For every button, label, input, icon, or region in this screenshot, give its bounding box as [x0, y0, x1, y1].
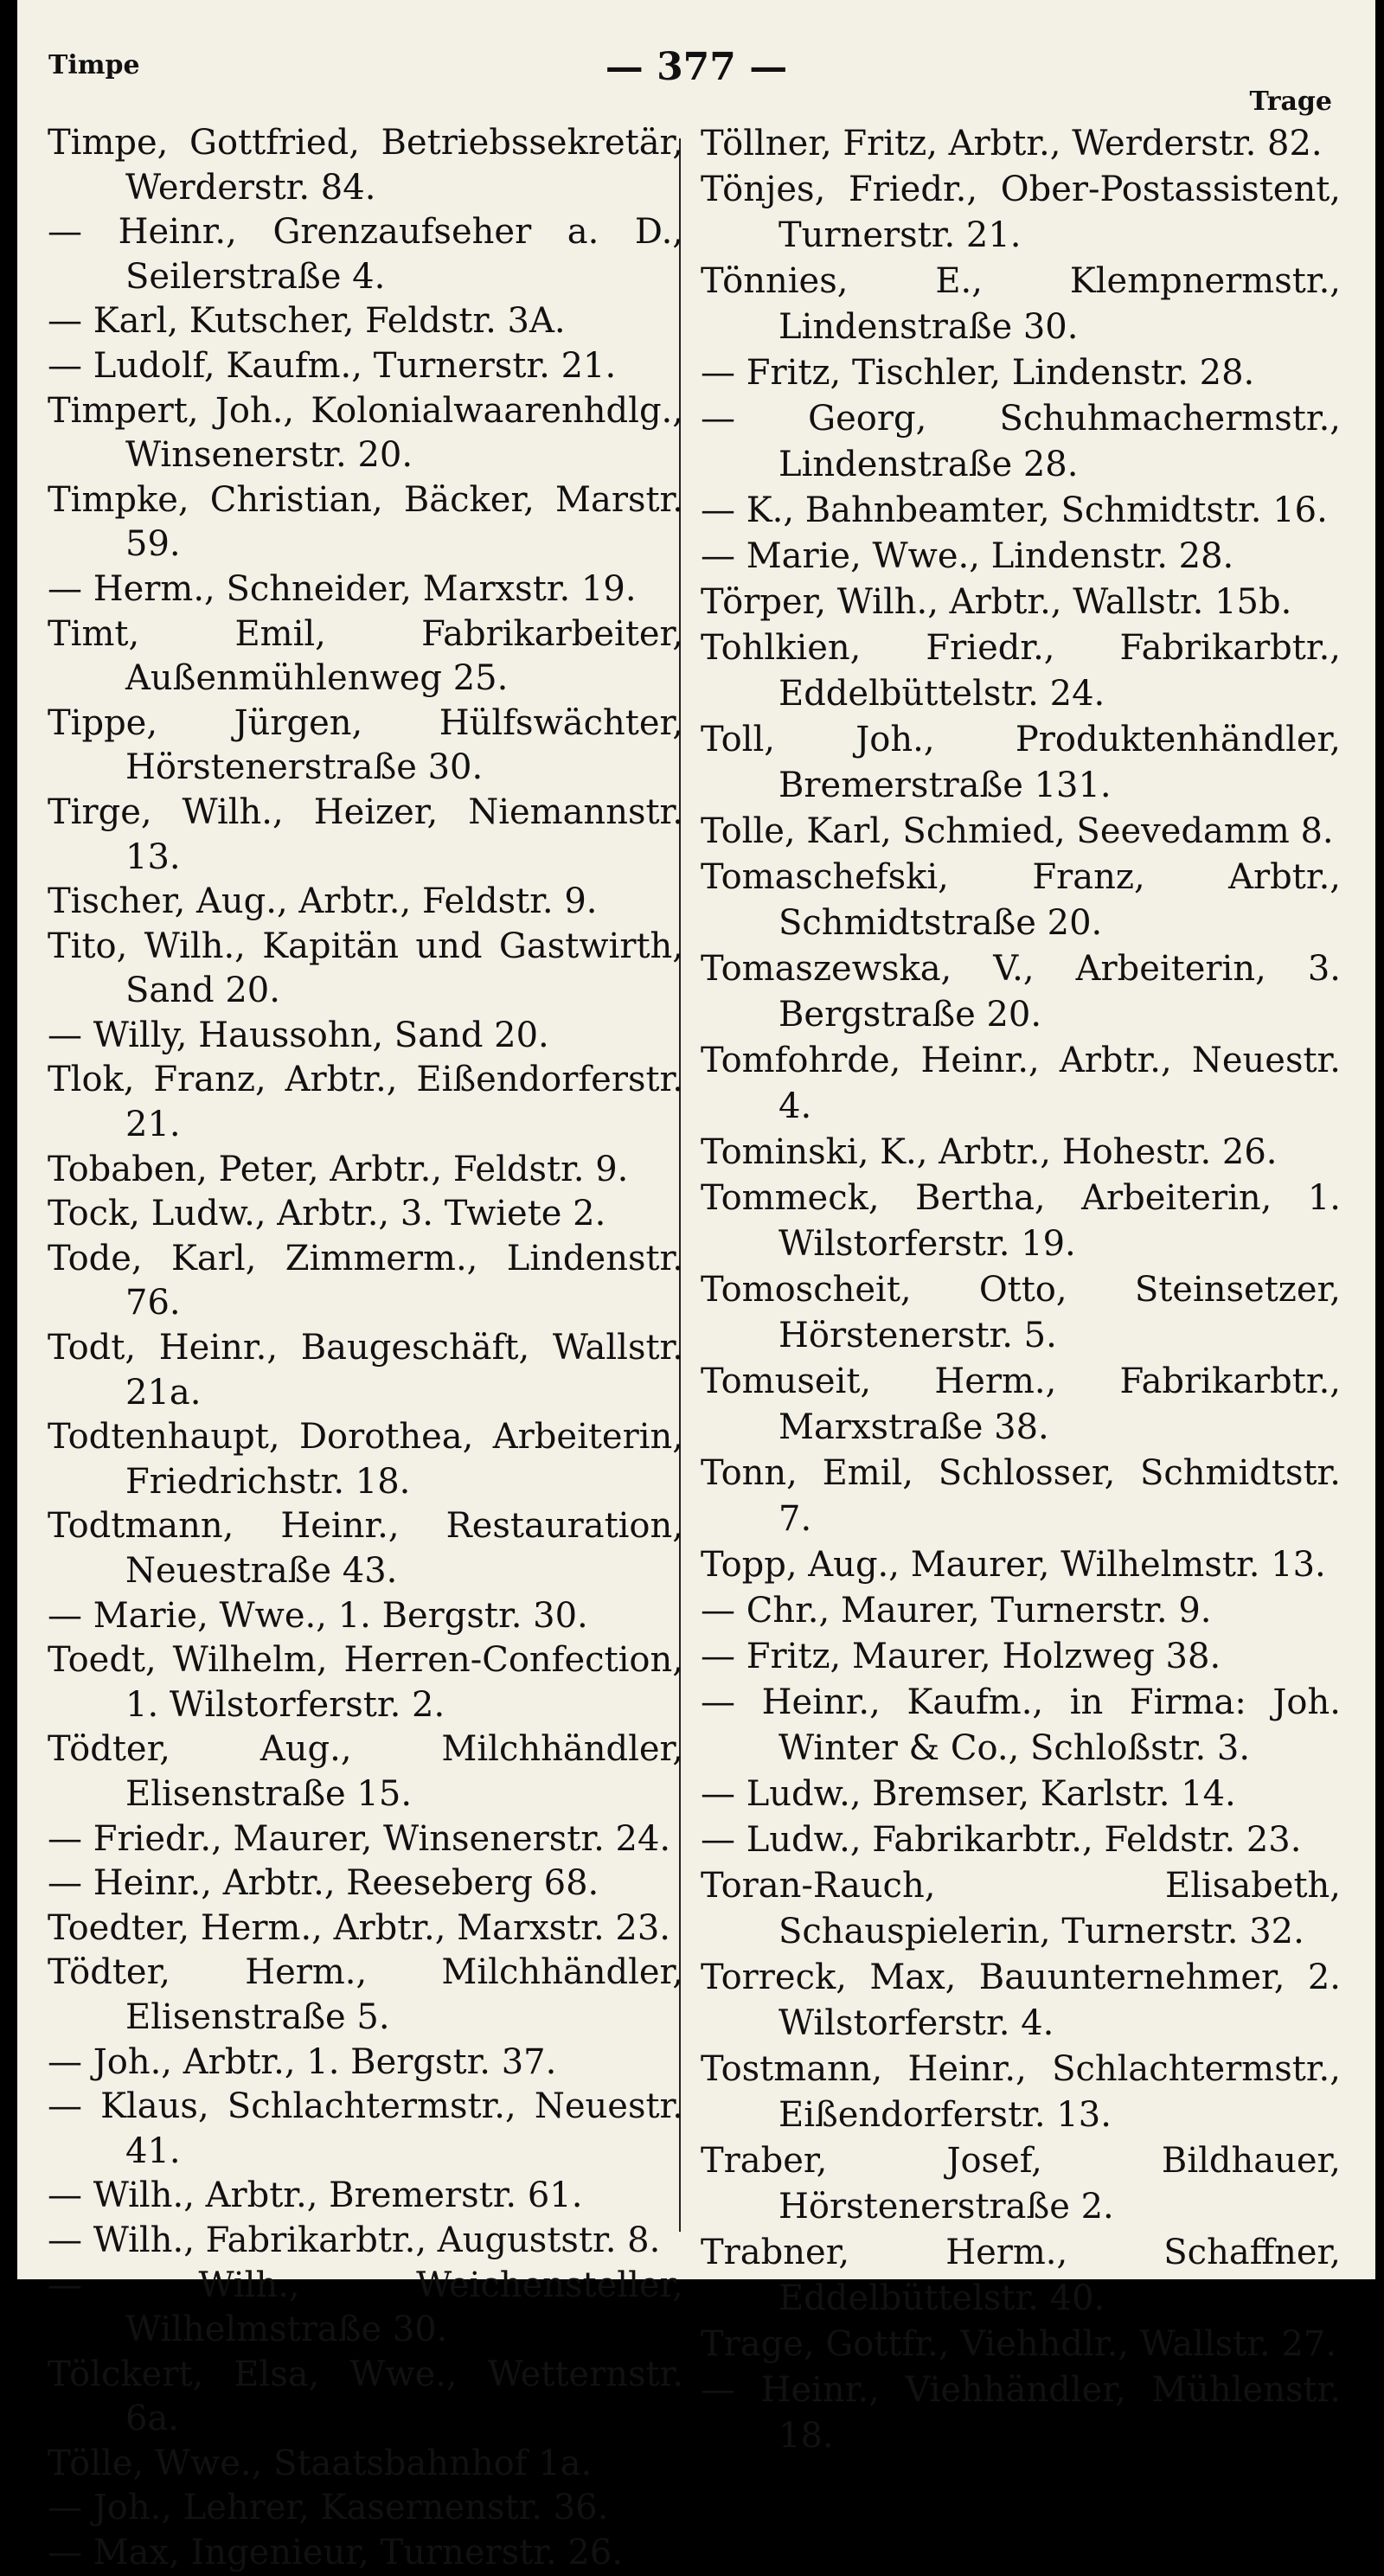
directory-entry: Trabner, Herm., Schaffner, Eddelbüttelstr. 40.	[701, 2233, 1341, 2318]
directory-entry: Todt, Heinr., Baugeschäft, Wallstr. 21a.	[48, 1328, 683, 1413]
directory-entry: — Joh., Arbtr., 1. Bergstr. 37.	[48, 2041, 557, 2082]
directory-entry: Timpert, Joh., Kolonialwaarenhdlg., Winsenerstr. 20.	[48, 390, 683, 476]
directory-entry: — Georg, Schuhmachermstr., Lindenstraße 28.	[701, 399, 1341, 484]
directory-entry: — Wilh., Arbtr., Bremerstr. 61.	[48, 2176, 583, 2216]
page-header	[17, 45, 1375, 117]
right-column	[701, 121, 1341, 2459]
directory-entry: Tischer, Aug., Arbtr., Feldstr. 9.	[48, 881, 598, 922]
directory-entry: Toran-Rauch, Elisabeth, Schauspielerin, Turnerstr. 32.	[701, 1866, 1341, 1951]
directory-entry: Todtenhaupt, Dorothea, Arbeiterin, Friedrichstr. 18.	[48, 1417, 683, 1502]
directory-entry: — Ludw., Fabrikarbtr., Feldstr. 23.	[701, 1820, 1302, 1860]
directory-entry: — Heinr., Viehhändler, Mühlenstr. 18.	[701, 2370, 1341, 2456]
directory-entry: Tirge, Wilh., Heizer, Niemannstr. 13.	[48, 791, 683, 877]
directory-entry: Tölckert, Elsa, Wwe., Wetternstr. 6a.	[48, 2354, 683, 2439]
directory-entry: Tominski, K., Arbtr., Hohestr. 26.	[701, 1132, 1278, 1172]
directory-entry: Toedter, Herm., Arbtr., Marxstr. 23.	[48, 1907, 670, 1948]
directory-page	[17, 0, 1375, 2573]
directory-entry: Tomuseit, Herm., Fabrikarbtr., Marxstraße 38.	[701, 1362, 1341, 1447]
directory-entry: Tolle, Karl, Schmied, Seevedamm 8.	[701, 811, 1334, 851]
directory-entry: — Heinr., Arbtr., Reeseberg 68.	[48, 1863, 599, 1904]
directory-entry: — Ludolf, Kaufm., Turnerstr. 21.	[48, 345, 617, 386]
directory-entry: — Karl, Kutscher, Feldstr. 3A.	[48, 301, 566, 342]
directory-entry: Töllner, Fritz, Arbtr., Werderstr. 82.	[701, 124, 1323, 163]
header-left-keyword: Timpe	[48, 50, 140, 80]
directory-entry: — K., Bahnbeamter, Schmidtstr. 16.	[701, 490, 1328, 530]
directory-entry: — Wilh., Weichensteller, Wilhelmstraße 30.	[48, 2265, 683, 2350]
directory-entry: Tölle, Wwe., Staatsbahnhof 1a.	[48, 2443, 593, 2483]
directory-entry: — Chr., Maurer, Turnerstr. 9.	[701, 1591, 1212, 1631]
directory-entry: — Heinr., Grenzaufseher a. D., Seilerstraße 4.	[48, 212, 683, 297]
directory-entry: Tomaszewska, V., Arbeiterin, 3. Bergstraße 20.	[701, 949, 1341, 1035]
directory-entry: Topp, Aug., Maurer, Wilhelmstr. 13.	[701, 1545, 1326, 1585]
directory-entry: Trage, Gottfr., Viehhdlr., Wallstr. 27.	[701, 2324, 1337, 2364]
directory-entry: — Wilh., Fabrikarbtr., Auguststr. 8.	[48, 2220, 661, 2260]
directory-entry: Toedt, Wilhelm, Herren-Confection, 1. Wilstorferstr. 2.	[48, 1640, 683, 1725]
directory-entry: Timpke, Christian, Bäcker, Marstr. 59.	[48, 479, 683, 565]
left-column	[48, 121, 683, 2576]
directory-entry: Tock, Ludw., Arbtr., 3. Twiete 2.	[48, 1194, 606, 1234]
directory-entry: Todtmann, Heinr., Restauration, Neuestraße 43.	[48, 1506, 683, 1591]
directory-entry: — Joh., Lehrer, Kasernenstr. 36.	[48, 2488, 609, 2528]
directory-entry: Traber, Josef, Bildhauer, Hörstenerstraße 2.	[701, 2141, 1341, 2227]
header-right-keyword: Trage	[1249, 87, 1332, 117]
directory-entry: — Heinr., Kaufm., in Firma: Joh. Winter & Co., Schloßstr. 3.	[701, 1682, 1341, 1768]
directory-entry: Tode, Karl, Zimmerm., Lindenstr. 76.	[48, 1238, 683, 1323]
directory-entry: — Ludw., Bremser, Karlstr. 14.	[701, 1774, 1236, 1814]
directory-entry: — Max, Ingenieur, Turnerstr. 26.	[48, 2533, 623, 2573]
page-number: — 377 —	[605, 45, 788, 89]
directory-entry: Timpe, Gottfried, Betriebssekretär, Werderstr. 84.	[48, 123, 683, 208]
directory-entry: Tomoscheit, Otto, Steinsetzer, Hörstenerstr. 5.	[701, 1270, 1341, 1355]
directory-entry: Tödter, Herm., Milchhändler, Elisenstraße 5.	[48, 1952, 683, 2037]
directory-entry: Tonn, Emil, Schlosser, Schmidtstr. 7.	[701, 1453, 1341, 1539]
directory-entry: Tödter, Aug., Milchhändler, Elisenstraße 15.	[48, 1729, 683, 1814]
directory-entry: — Klaus, Schlachtermstr., Neuestr. 41.	[48, 2086, 683, 2171]
directory-entry: Tönnies, E., Klempnermstr., Lindenstraße 30.	[701, 261, 1341, 347]
directory-entry: — Fritz, Maurer, Holzweg 38.	[701, 1637, 1221, 1676]
directory-entry: Tomaschefski, Franz, Arbtr., Schmidtstraße 20.	[701, 857, 1341, 943]
directory-entry: Tippe, Jürgen, Hülfswächter, Hörstenerstraße 30.	[48, 702, 683, 788]
directory-entry: Toll, Joh., Produktenhändler, Bremerstraße 131.	[701, 720, 1341, 805]
directory-entry: Törper, Wilh., Arbtr., Wallstr. 15b.	[701, 582, 1292, 622]
directory-entry: Tommeck, Bertha, Arbeiterin, 1. Wilstorferstr. 19.	[701, 1178, 1341, 1264]
directory-entry: — Fritz, Tischler, Lindenstr. 28.	[701, 353, 1255, 393]
directory-entry: Tito, Wilh., Kapitän und Gastwirth, Sand 20.	[48, 926, 683, 1011]
directory-entry: Tohlkien, Friedr., Fabrikarbtr., Eddelbüttelstr. 24.	[701, 628, 1341, 714]
directory-entry: Tobaben, Peter, Arbtr., Feldstr. 9.	[48, 1149, 629, 1189]
directory-entry: Torreck, Max, Bauunternehmer, 2. Wilstorferstr. 4.	[701, 1958, 1341, 2043]
directory-entry: Tönjes, Friedr., Ober-Postassistent, Turnerstr. 21.	[701, 170, 1341, 255]
directory-entry: — Marie, Wwe., Lindenstr. 28.	[701, 536, 1234, 576]
directory-entry: Tostmann, Heinr., Schlachtermstr., Eißendorferstr. 13.	[701, 2049, 1341, 2135]
directory-entry: — Herm., Schneider, Marxstr. 19.	[48, 568, 637, 609]
directory-entry: — Willy, Haussohn, Sand 20.	[48, 1015, 549, 1055]
directory-entry: Timt, Emil, Fabrikarbeiter, Außenmühlenweg 25.	[48, 613, 683, 699]
directory-entry: — Marie, Wwe., 1. Bergstr. 30.	[48, 1595, 588, 1636]
directory-entry: — Friedr., Maurer, Winsenerstr. 24.	[48, 1818, 671, 1859]
directory-entry: Tomfohrde, Heinr., Arbtr., Neuestr. 4.	[701, 1041, 1341, 1126]
directory-entry: Tlok, Franz, Arbtr., Eißendorferstr. 21.	[48, 1060, 683, 1145]
